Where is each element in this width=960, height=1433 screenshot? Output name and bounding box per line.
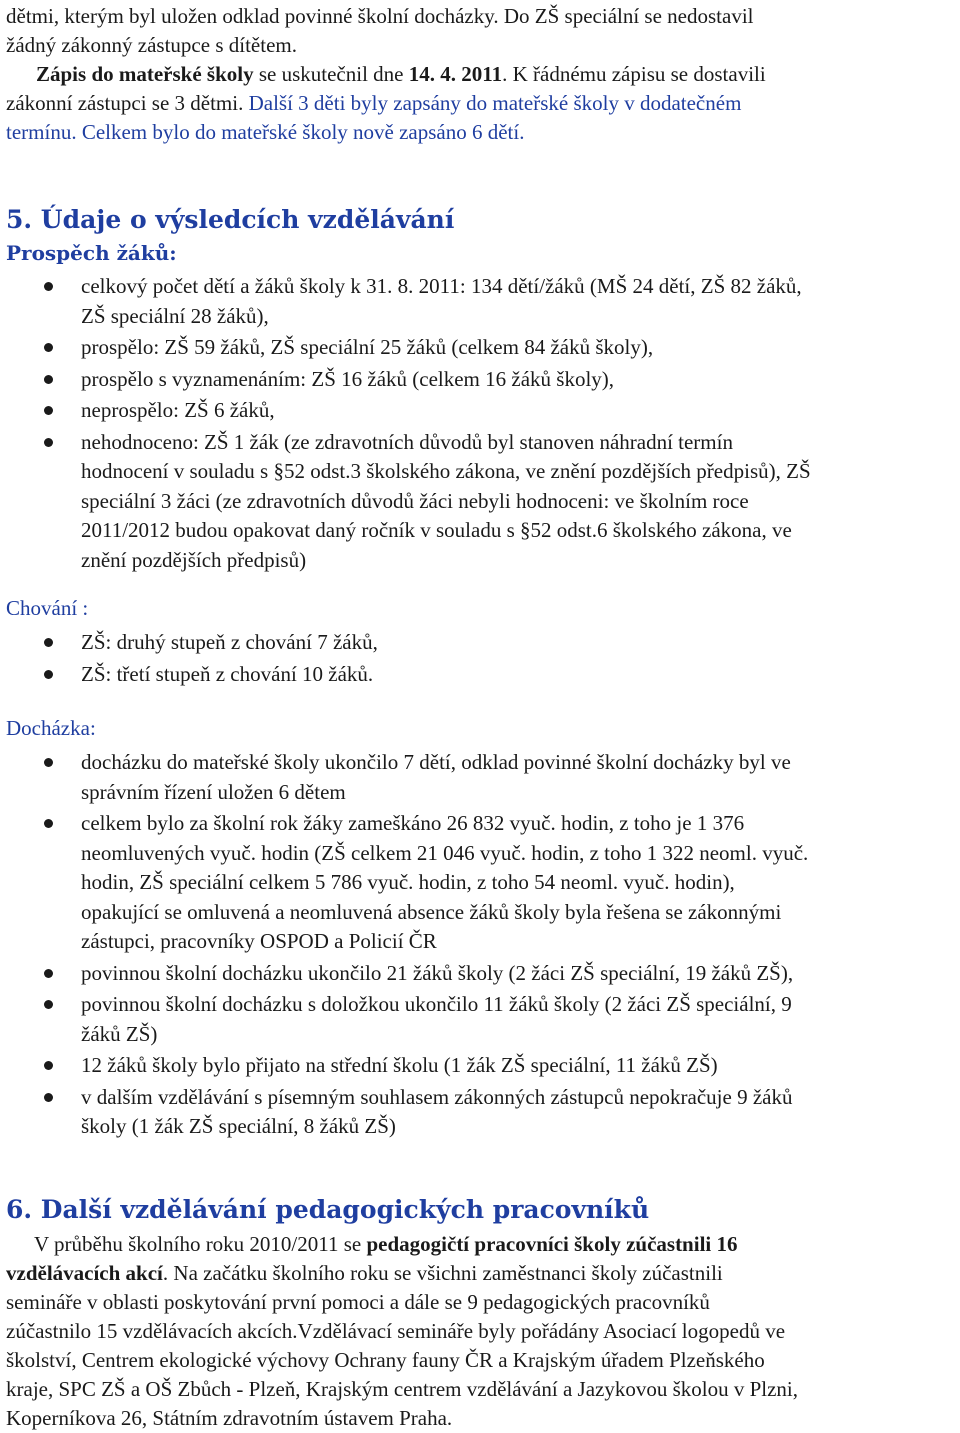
bullet-icon <box>44 758 53 767</box>
dochazka-item-4-line-1: povinnou školní docházku s doložkou ukončilo 11 žáků školy (2 žáci ZŠ speciální, 9 <box>81 992 792 1016</box>
dochazka-item-2-line-4: opakující se omluvená a neomluvená absence žáků školy byla řešena se zákonnými <box>81 899 782 924</box>
dochazka-item-3-line-1: povinnou školní docházku ukončilo 21 žáků školy (2 žáci ZŠ speciální, 19 žáků ZŠ), <box>81 960 794 985</box>
section-6-title: 6. Další vzdělávání pedagogických pracovníků <box>6 1195 650 1224</box>
chovani-heading: Chování : <box>6 596 89 620</box>
intro-line-2: žádný zákonný zástupce s dítětem. <box>6 33 297 57</box>
dochazka-item-6-line-2: školy (1 žák ZŠ speciální, 8 žáků ZŠ) <box>81 1114 396 1138</box>
s6-line-6: kraje, SPC ZŠ a OŠ Zbůch - Plzeň, Krajským centrem vzdělávání a Jazykovou školou v Plzni, <box>6 1377 799 1401</box>
chovani-item-1-line-1: ZŠ: druhý stupeň z chování 7 žáků, <box>81 630 378 654</box>
prospech-item-2-line-1: prospělo: ZŠ 59 žáků, ZŠ speciální 25 žáků (celkem 84 žáků školy), <box>81 335 654 359</box>
prospech-heading: Prospěch žáků: <box>6 241 177 265</box>
bullet-icon <box>44 406 53 415</box>
dochazka-item-2-line-1: celkem bylo za školní rok žáky zameškáno 26 832 vyuč. hodin, z toho je 1 376 <box>81 811 745 835</box>
s6-line-3: semináře v oblasti poskytování první pomoci a dále se 9 pedagogických pracovníků <box>6 1290 710 1314</box>
section-5-title: 5. Údaje o výsledcích vzdělávání <box>6 205 455 234</box>
intro-line-3 <box>36 60 766 88</box>
bullet-icon <box>44 670 53 679</box>
prospech-item-5-line-1: nehodnoceno: ZŠ 1 žák (ze zdravotních důvodů byl stanoven náhradní termín <box>81 429 733 454</box>
prospech-item-1-line-2: ZŠ speciální 28 žáků), <box>81 303 269 328</box>
s6-line-1-bold: pedagogičtí pracovníci školy zúčastnili 16 <box>366 1232 738 1256</box>
bullet-icon <box>44 638 53 647</box>
s6-line-5: školství, Centrem ekologické výchovy Ochrany fauny ČR a Krajským úřadem Plzeňského <box>6 1348 765 1372</box>
intro-line-3-mid: se uskutečnil dne <box>253 62 409 86</box>
dochazka-item-1-line-2: správním řízení uložen 6 dětem <box>81 779 346 804</box>
enrollment-label: Zápis do mateřské školy <box>36 62 254 86</box>
chovani-item-2-line-1: ZŠ: třetí stupeň z chování 10 žáků. <box>81 661 374 686</box>
intro-line-4 <box>6 89 741 117</box>
bullet-icon <box>44 819 53 828</box>
intro-line-5: termínu. Celkem bylo do mateřské školy nově zapsáno 6 dětí. <box>6 120 525 144</box>
bullet-icon <box>44 375 53 384</box>
dochazka-item-5-line-1: 12 žáků školy bylo přijato na střední školu (1 žák ZŠ speciální, 11 žáků ZŠ) <box>81 1053 718 1077</box>
dochazka-item-4-line-2: žáků ZŠ) <box>81 1021 158 1046</box>
s6-line-2-bold: vzdělávacích akcí <box>6 1261 163 1285</box>
prospech-item-5-line-3: speciální 3 žáci (ze zdravotních důvodů žáci nebyli hodnoceni: ve školním roce <box>81 488 749 513</box>
bullet-icon <box>44 1000 53 1009</box>
dochazka-heading: Docházka: <box>6 716 96 740</box>
s6-line-4: zúčastnilo 15 vzdělávacích akcích.Vzdělávací semináře byly pořádány Asociací logopedů ve <box>6 1319 786 1343</box>
bullet-icon <box>44 343 53 352</box>
s6-line-2-rest: . Na začátku školního roku se všichni zaměstnanci školy zúčastnili <box>162 1261 723 1285</box>
prospech-item-1-line-1: celkový počet dětí a žáků školy k 31. 8. 2011: 134 dětí/žáků (MŠ 24 dětí, ZŠ 82 žáků, <box>81 274 802 298</box>
s6-line-1 <box>34 1230 738 1258</box>
dochazka-item-2-line-5: zástupci, pracovníky OSPOD a Policií ČR <box>81 929 437 953</box>
bullet-icon <box>44 969 53 978</box>
intro-line-3-end: . K řádnému zápisu se dostavili <box>502 62 766 86</box>
dochazka-item-6-line-1: v dalším vzdělávání s písemným souhlasem zákonných zástupců nepokračuje 9 žáků <box>81 1084 793 1109</box>
prospech-item-5-line-2: hodnocení v souladu s §52 odst.3 školského zákona, ve znění pozdějších předpisů), ZŠ <box>81 459 811 483</box>
bullet-icon <box>44 438 53 447</box>
intro-line-4-b: Další 3 děti byly zapsány do mateřské školy v dodatečném <box>248 91 742 115</box>
bullet-icon <box>44 282 53 291</box>
prospech-item-5-line-5: znění pozdějších předpisů) <box>81 547 307 572</box>
dochazka-item-1-line-1: docházku do mateřské školy ukončilo 7 dětí, odklad povinné školní docházky byl ve <box>81 750 791 774</box>
intro-line-4-a: zákonní zástupci se 3 dětmi. <box>6 91 249 115</box>
dochazka-item-2-line-3: hodin, ZŠ speciální celkem 5 786 vyuč. hodin, z toho 54 neoml. vyuč. hodin), <box>81 870 735 894</box>
intro-line-1: dětmi, kterým byl uložen odklad povinné školní docházky. Do ZŠ speciální se nedostavil <box>6 4 754 28</box>
s6-line-2 <box>6 1259 723 1287</box>
bullet-icon <box>44 1093 53 1102</box>
prospech-item-5-line-4: 2011/2012 budou opakovat daný ročník v souladu s §52 odst.6 školského zákona, ve <box>81 518 792 542</box>
prospech-item-3-line-1: prospělo s vyznamenáním: ZŠ 16 žáků (celkem 16 žáků školy), <box>81 366 615 391</box>
s6-line-1-a: V průběhu školního roku 2010/2011 se <box>34 1232 367 1256</box>
dochazka-item-2-line-2: neomluvených vyuč. hodin (ZŠ celkem 21 046 vyuč. hodin, z toho 1 322 neoml. vyuč. <box>81 840 809 865</box>
prospech-item-4-line-1: neprospělo: ZŠ 6 žáků, <box>81 398 275 422</box>
s6-line-7: Koperníkova 26, Státním zdravotním ústavem Praha. <box>6 1406 453 1430</box>
bullet-icon <box>44 1061 53 1070</box>
enrollment-date: 14. 4. 2011 <box>408 62 503 86</box>
